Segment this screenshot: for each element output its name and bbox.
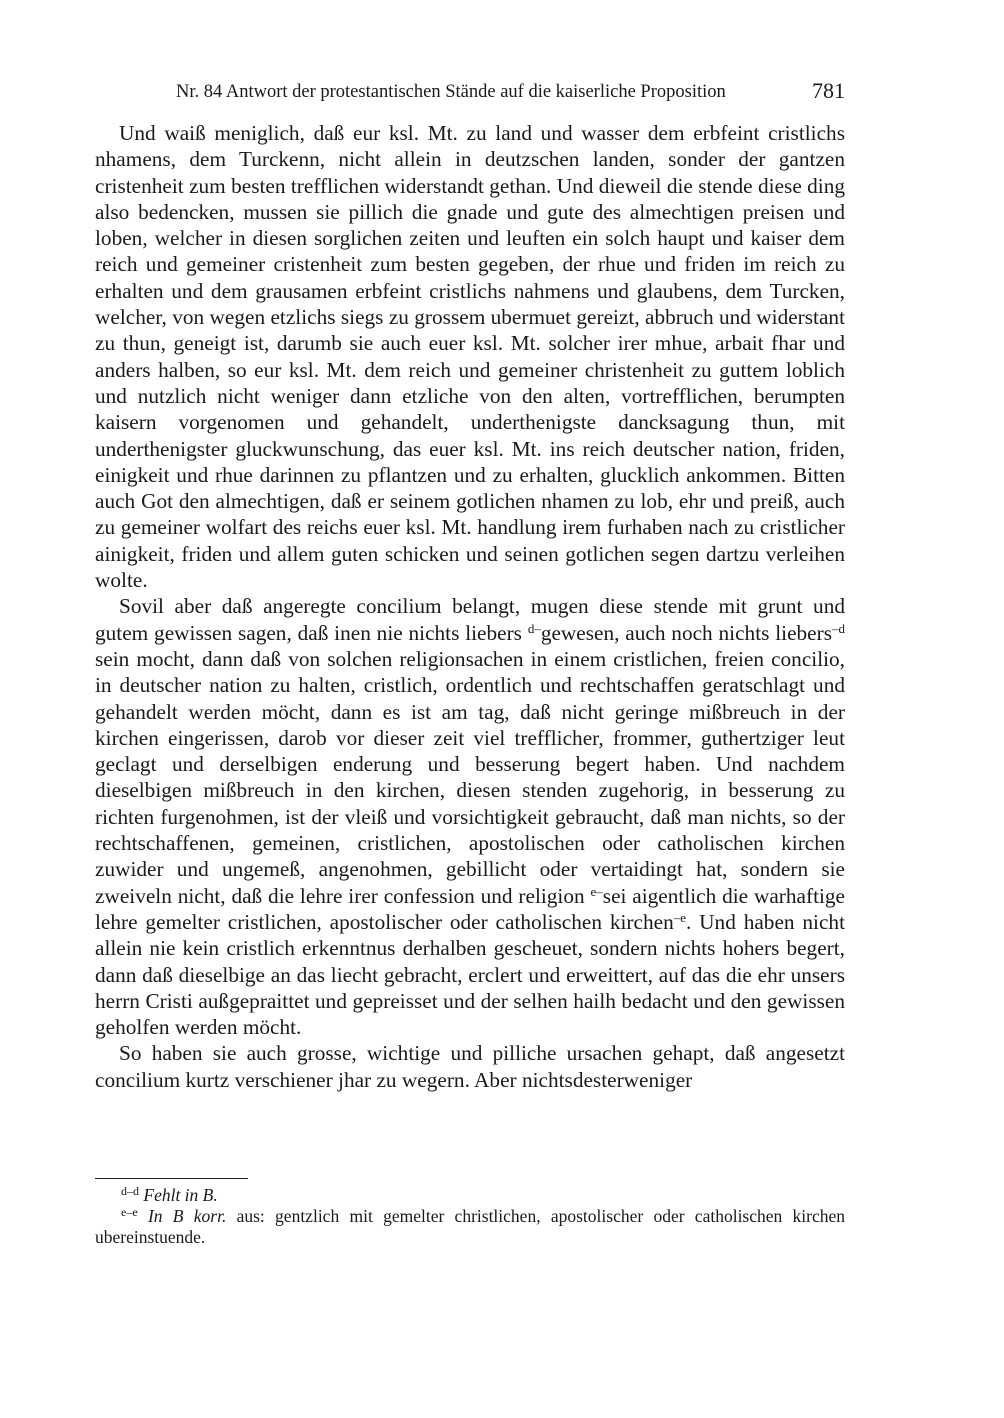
footnote-d-italic: Fehlt in B. [143,1185,218,1206]
paragraph-1: Und waiß meniglich, daß eur ksl. Mt. zu land und wasser dem erbfeint cristlichs nhamens, dem Turckenn, nicht allein in deutzschen landen, sonder der gantzen cristenheit zum besten trefflichen widerstandt gethan. Und dieweil die stende diese ding also bedencken, mussen sie pillich die gnade und gute des almechtigen preisen und loben, welcher in diesen sorglichen zeiten und leuften ein solch haupt und kaiser dem reich und gemeiner cristenheit zum besten gegeben, der rhue und friden im reich zu erhalten und dem grausamen erbfeint cristlichs nahmens und glaubens, dem Turcken, welcher, von wegen etzlichs siegs zu grossem ubermuet gereizt, abbruch und widerstant zu thun, geneigt ist, darumb sie auch euer ksl. Mt. solcher irer mhue, arbait fhar und anders halben, so eur ksl. Mt. dem reich und gemeiner christenheit zu guttem loblich und nutzlich nicht weniger dann etzliche von den alten, vortrefflichen, berumpten kaisern vorgenomen und gehandelt, underthenigste dancksagung thun, mit underthenigster gluckwunschung, das euer ksl. Mt. ins reich deutscher nation, friden, einigkeit und rhue darinnen zu pflantzen und zu erhalten, glucklich ankommen. Bitten auch Got den almechtigen, daß er seinem gotlichen nhamen zu lob, ehr und preiß, auch zu gemeiner wolfart des reichs euer ksl. Mt. handlung irem furhaben nach zu cristlicher ainigkeit, friden und allem guten schicken und seinen gotlichen segen dartzu verleihen wolte. [95,121,845,593]
footnote-e-mark: e–e [121,1205,138,1220]
paragraph-2-text-e: . Und haben nicht allein nie kein cristlich erkenntnus derhalben gescheuet, sondern nichts hohers begert, dann daß dieselbige an das liecht gebracht, erclert und erweittert, auf das die ehr unsers herrn Cristi außgepraittet und gepreisset und der selhen hailh bedacht und den gewissen geholfen werden möcht. [95,909,845,1040]
footnote-e-italic: In B korr. [147,1206,227,1227]
page-number: 781 [812,78,845,103]
footnote-rule [95,1178,248,1179]
footnote-d [95,1185,845,1206]
footnote-mark-d-start[interactable]: d– [527,620,541,636]
footnote-e-text: aus: gentzlich mit gemelter christlichen, apostolischer oder catholischen kirchen ubereinstuende. [95,1206,846,1248]
footnote-d-mark: d–d [121,1184,139,1199]
paragraph-2-text-c: sein mocht, dann daß von solchen religionsachen in einem cristlichen, freien concilio, in deutscher nation zu halten, cristlich, ordentlich und rechtschaffen geratschlagt und gehandelt werden möcht, dann es ist am tag, daß nicht geringe mißbreuch in der kirchen eingerissen, darob vor dieser zeit viel trefflicher, frommer, guthertziger leut geclagt und derselbigen enderung und besserung begert haben. Und nachdem dieselbigen mißbreuch in den kirchen, diesen stenden zugehorig, in besserung zu richten furgenohmen, ist der vleiß und vorsichtigkeit gebraucht, daß man nichts, so der rechtschaffenen, gemeinen, cristlichen, apostolischen oder catholischen kirchen zuwider und ungemeß, angenohmen, gebillicht oder vertaidingt hat, sondern sie zweiveln nicht, daß die lehre irer confession und religion [95,646,845,908]
running-title: Nr. 84 Antwort der protestantischen Stände auf die kaiserliche Proposition [176,82,726,102]
paragraph-2-text-d: sei aigentlich die warhaftige lehre gemelter cristlichen, apostolischer oder catholischen kirchen [95,883,845,934]
running-header [95,80,845,108]
paragraph-2 [95,593,845,1040]
footnote-mark-e-start[interactable]: e– [590,883,603,899]
paragraph-2-text-b: gewesen, auch noch nichts liebers [540,620,832,645]
footnote-mark-e-end[interactable]: –e [673,909,686,925]
footnote-mark-d-end[interactable]: –d [832,620,845,636]
paragraph-3: So haben sie auch grosse, wichtige und pilliche ursachen gehapt, daß angesetzt concilium kurtz verschiener jhar zu wegern. Aber nichtsdesterweniger [95,1041,845,1092]
footnote-e [95,1206,845,1248]
paragraph-2-text-a: Sovil aber daß angeregte concilium belangt, mugen diese stende mit grunt und gutem gewissen sagen, daß inen nie nichts liebers [95,594,845,645]
main-text [95,120,845,1093]
footnotes [95,1178,845,1248]
